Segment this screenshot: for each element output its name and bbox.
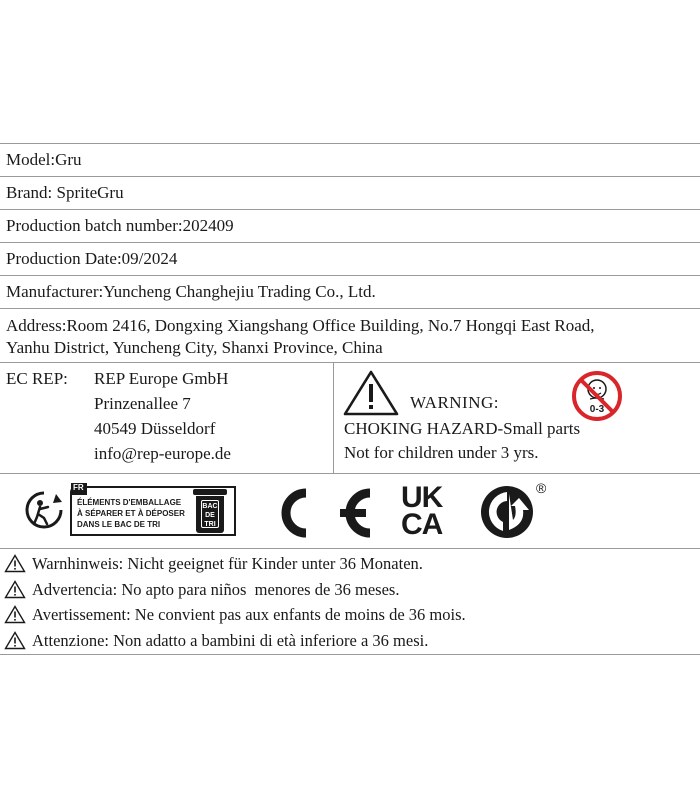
warning-text-de: Warnhinweis: Nicht geeignet für Kinder unter 36 Monaten. [32, 554, 423, 573]
green-dot-icon [479, 484, 535, 540]
warning-line-de [4, 551, 696, 577]
triman-text-line: À SÉPARER ET À DÉPOSER [77, 509, 185, 518]
not-for-children-text: Not for children under 3 yrs. [344, 443, 539, 462]
warning-triangle-icon [4, 580, 26, 599]
batch-text: Production batch number:202409 [6, 216, 234, 235]
batch-row [0, 210, 700, 243]
warning-block [334, 363, 700, 473]
bin-text-line: TRI [204, 521, 216, 528]
triman-text-line: ÉLÉMENTS D'EMBALLAGE [77, 498, 182, 507]
ukca-mark-icon [401, 481, 455, 541]
address-row [0, 309, 700, 363]
ec-rep-email: info@rep-europe.de [94, 444, 231, 463]
product-label [0, 143, 700, 655]
warning-text-es: Advertencia: No apto para niños menores de 36 meses. [32, 579, 400, 599]
ec-rep-block [0, 363, 334, 473]
date-row [0, 243, 700, 276]
address-line-1: Address:Room 2416, Dongxing Xiangshang Office Building, No.7 Hongqi East Road, [6, 316, 595, 335]
choking-hazard-text: CHOKING HAZARD-Small parts [344, 419, 581, 438]
warning-text-fr: Avertissement: Ne convient pas aux enfants de moins de 36 mois. [32, 605, 466, 624]
ec-rep-label: EC REP: [6, 369, 68, 388]
ec-rep-company: REP Europe GmbH [94, 369, 229, 388]
ec-rep-street: Prinzenallee 7 [94, 394, 191, 413]
triman-text-line: DANS LE BAC DE TRI [77, 520, 161, 529]
date-text: Production Date:09/2024 [6, 249, 178, 268]
ec-rep-city: 40549 Düsseldorf [94, 419, 216, 438]
bin-text-line: BAC [202, 503, 218, 510]
age-badge-text: 0-3 [589, 404, 605, 415]
warning-title: WARNING: [410, 393, 499, 412]
registered-mark: ® [536, 480, 547, 496]
address-line-2: Yanhu District, Yuncheng City, Shanxi Province, China [6, 338, 383, 357]
brand-row [0, 177, 700, 210]
model-text: Model:Gru [6, 150, 82, 169]
ukca-bottom: CA [401, 508, 443, 541]
manufacturer-row [0, 276, 700, 309]
bin-text-line: DE [205, 512, 215, 519]
warning-triangle-icon [4, 631, 26, 650]
warning-line-fr [4, 602, 696, 628]
ukca-top: UK [401, 481, 443, 514]
triman-badge: FR [73, 483, 84, 492]
warning-text-it: Attenzione: Non adatto a bambini di età inferiore a 36 mesi. [32, 630, 429, 650]
warning-triangle-icon [342, 369, 400, 417]
recycle-bin-icon [193, 489, 227, 533]
warning-triangle-icon [4, 554, 26, 573]
manufacturer-text: Manufacturer:Yuncheng Changhejiu Trading Co., Ltd. [6, 282, 376, 301]
multilingual-warnings [0, 549, 700, 655]
ec-rep-warning-row [0, 363, 700, 474]
triman-text [77, 497, 185, 530]
warning-line-es [4, 577, 696, 603]
info-tri-block [69, 483, 237, 537]
model-row [0, 144, 700, 177]
ce-mark-icon [262, 488, 378, 538]
warning-line-it [4, 628, 696, 654]
no-children-under-3-icon [570, 369, 624, 423]
triman-icon [24, 490, 64, 530]
warning-triangle-icon [4, 605, 26, 624]
brand-text: Brand: SpriteGru [6, 183, 124, 202]
certification-icons-row [0, 474, 700, 549]
